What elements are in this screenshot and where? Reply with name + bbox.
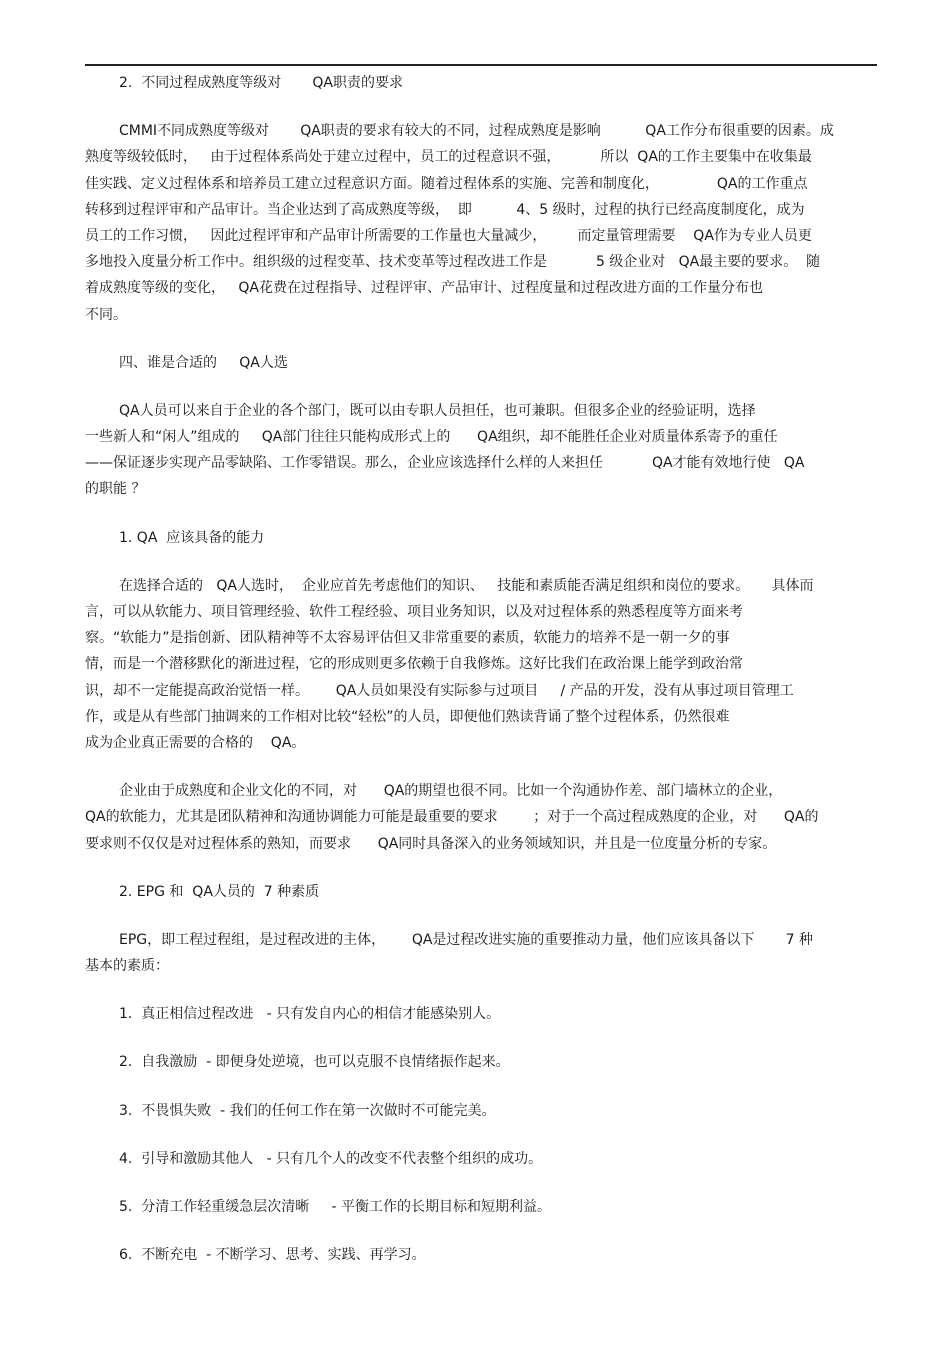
spacer bbox=[85, 1124, 875, 1146]
list-item: 3. 不畏惧失败 - 我们的任何工作在第一次做时不可能完美。 bbox=[119, 1102, 496, 1119]
paragraph-line: QA人员可以来自于企业的各个部门，既可以由专职人员担任，也可兼职。但很多企业的经验证明，选择 bbox=[119, 402, 756, 419]
paragraph-line: 不同。 bbox=[85, 306, 127, 323]
paragraph-line: 转移到过程评审和产品审计。当企业达到了高成熟度等级， 即 4、5 级时，过程的执行已经高度制度化，成为 bbox=[85, 201, 805, 218]
paragraph-line: 在选择合适的 QA人选时， 企业应首先考虑他们的知识、 技能和素质能否满足组织和岗位的要求。 具体而 bbox=[119, 577, 814, 594]
spacer bbox=[85, 1076, 875, 1098]
list-item: 5. 分清工作轻重缓急层次清晰 - 平衡工作的长期目标和短期利益。 bbox=[119, 1199, 552, 1215]
section-heading-qa-levels: 2. 不同过程成熟度等级对 QA职责的要求 bbox=[119, 75, 404, 91]
paragraph-culture bbox=[85, 778, 875, 857]
paragraph-abilities bbox=[85, 573, 875, 756]
paragraph-who bbox=[85, 398, 875, 503]
list-item: 6. 不断充电 - 不断学习、思考、实践、再学习。 bbox=[119, 1247, 426, 1264]
paragraph-line: CMMI不同成熟度等级对 QA职责的要求有较大的不同，过程成熟度是影响 QA工作分布很重要的因素。成 bbox=[119, 123, 834, 140]
spacer bbox=[85, 1172, 875, 1194]
paragraph-line: 察。“软能力”是指创新、团队精神等不太容易评估但又非常重要的素质，软能力的培养不是一朝一夕的事 bbox=[85, 630, 730, 647]
list-item: 1. 真正相信过程改进 - 只有发自内心的相信才能感染别人。 bbox=[119, 1006, 501, 1023]
paragraph-line: 一些新人和“闲人”组成的 QA部门往往只能构成形式上的 QA组织，却不能胜任企业对质量体系寄予的重任 bbox=[85, 429, 778, 446]
spacer bbox=[85, 503, 875, 525]
paragraph-line: 员工的工作习惯， 因此过程评审和产品审计所需要的工作量也大量减少， 而定量管理需要 QA作为专业人员更 bbox=[85, 227, 812, 244]
spacer bbox=[85, 905, 875, 927]
spacer bbox=[85, 551, 875, 573]
paragraph-line: 作，或是从有些部门抽调来的工作相对比较“轻松”的人员，即便他们熟读背诵了整个过程体系，仍然很难 bbox=[85, 708, 730, 725]
paragraph-line: 着成熟度等级的变化， QA花费在过程指导、过程评审、产品审计、过程度量和过程改进方面的工作量分布也 bbox=[85, 280, 763, 297]
paragraph-line: 识，却不一定能提高政治觉悟一样。 QA人员如果没有实际参与过项目 / 产品的开发，没有从事过项目管理工 bbox=[85, 682, 794, 699]
paragraph-line: 的职能 ？ bbox=[85, 481, 146, 498]
spacer bbox=[85, 328, 875, 350]
paragraph-line: 言，可以从软能力、项目管理经验、软件工程经验、项目业务知识，以及对过程体系的熟悉程度等方面来考 bbox=[85, 604, 743, 620]
section-heading-epg: 2. EPG 和 QA人员的 7 种素质 bbox=[119, 883, 320, 900]
header-rule bbox=[85, 64, 877, 66]
document-body bbox=[85, 70, 875, 1268]
section-heading-who: 四、谁是合适的 QA人选 bbox=[119, 354, 288, 371]
spacer bbox=[85, 756, 875, 778]
paragraph-line: 多地投入度量分析工作中。组织级的过程变革、技术变革等过程改进工作是 5 级企业对 QA最主要的要求。 随 bbox=[85, 254, 821, 271]
spacer bbox=[85, 857, 875, 879]
spacer bbox=[85, 1027, 875, 1049]
list-item: 4. 引导和激励其他人 - 只有几个人的改变不代表整个组织的成功。 bbox=[119, 1150, 543, 1167]
paragraph-line: 熟度等级较低时， 由于过程体系尚处于建立过程中，员工的过程意识不强， 所以 QA的工作主要集中在收集最 bbox=[85, 149, 812, 166]
paragraph-line: 基本的素质： bbox=[85, 958, 169, 975]
spacer bbox=[85, 376, 875, 398]
paragraph-line: QA的软能力，尤其是团队精神和沟通协调能力可能是最重要的要求 ；对于一个高过程成熟度的企业，对 QA的 bbox=[85, 809, 819, 826]
paragraph-line: 成为企业真正需要的合格的 QA。 bbox=[85, 734, 306, 751]
section-heading-abilities: 1. QA 应该具备的能力 bbox=[119, 529, 265, 546]
paragraph-line: 佳实践、定义过程体系和培养员工建立过程意识方面。随着过程体系的实施、完善和制度化， QA的工作重点 bbox=[85, 175, 808, 192]
spacer bbox=[85, 979, 875, 1001]
paragraph-cmmi bbox=[85, 118, 875, 328]
spacer bbox=[85, 1220, 875, 1242]
paragraph-line: 企业由于成熟度和企业文化的不同，对 QA的期望也很不同。比如一个沟通协作差、部门墙林立的企业， bbox=[119, 783, 783, 800]
paragraph-epg bbox=[85, 927, 875, 979]
qualities-list bbox=[85, 1001, 875, 1268]
paragraph-line: EPG，即工程过程组，是过程改进的主体， QA是过程改进实施的重要推动力量，他们应该具备以下 7 种 bbox=[119, 931, 813, 948]
spacer bbox=[85, 96, 875, 118]
paragraph-line: 情，而是一个潜移默化的渐进过程，它的形成则更多依赖于自我修炼。这好比我们在政治课上能学到政治常 bbox=[85, 656, 743, 673]
paragraph-line: 要求则不仅仅是对过程体系的熟知，而要求 QA同时具备深入的业务领域知识，并且是一位度量分析的专家。 bbox=[85, 835, 777, 852]
list-item: 2. 自我激励 - 即便身处逆境，也可以克服不良情绪振作起来。 bbox=[119, 1054, 510, 1071]
paragraph-line: ——保证逐步实现产品零缺陷、工作零错误。那么，企业应该选择什么样的人来担任 QA才能有效地行使 QA bbox=[85, 455, 805, 472]
